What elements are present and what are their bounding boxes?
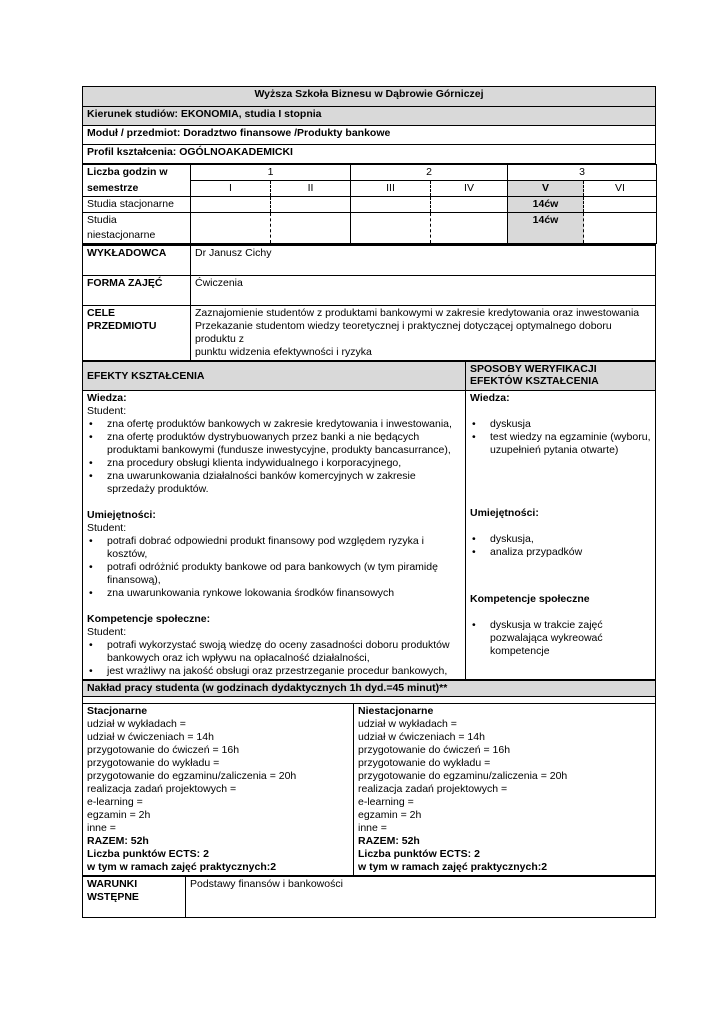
list-item: • zna procedury obsługi klienta indywidualnego i korporacyjnego, — [87, 457, 461, 470]
class-form-label: FORMA ZAJĘĆ — [83, 276, 191, 306]
workload-line: realizacja zadań projektowych = — [358, 783, 508, 795]
lecturer-label: WYKŁADOWCA — [83, 245, 191, 276]
prerequisites-label — [83, 877, 186, 918]
workload-line: egzamin = 2h — [87, 809, 151, 821]
part-time-total: RAZEM: 52h — [358, 835, 420, 847]
prerequisites-label-2: WSTĘPNE — [87, 891, 139, 903]
skills-list — [87, 535, 461, 600]
workload-line: udział w wykładach = — [358, 718, 457, 730]
workload-line: przygotowanie do wykładu = — [358, 757, 491, 769]
part-time-title: Niestacjonarne — [358, 705, 434, 717]
list-item: • zna uwarunkowania działalności banków komercyjnych w zakresie sprzedaży produktów. — [87, 470, 461, 496]
workload-table — [82, 680, 656, 876]
list-item: • zna uwarunkowania rynkowe lokowania środków finansowych — [87, 587, 461, 600]
workload-line: e-learning = — [358, 796, 414, 808]
outcomes-column — [83, 391, 466, 680]
outcomes-table — [82, 361, 656, 680]
list-item: • zna ofertę produktów bankowych w zakresie kredytowania i inwestowania, — [87, 418, 461, 431]
workload-line: udział w ćwiczeniach = 14h — [358, 731, 485, 743]
objective-line: Zaznajomienie studentów z produktami bankowymi w zakresie kredytowania oraz inwestowania — [195, 307, 640, 319]
verification-column — [466, 391, 656, 680]
semester-1: I — [191, 181, 271, 197]
competences-title: Kompetencje społeczne: — [87, 613, 211, 625]
hours-table — [82, 164, 657, 244]
stationary-total: RAZEM: 52h — [87, 835, 149, 847]
workload-line: e-learning = — [87, 796, 143, 808]
semester-4: IV — [431, 181, 508, 197]
hours-cell: 14ćw — [508, 197, 584, 213]
list-item: • test wiedzy na egzaminie (wyboru, uzupełnień pytania otwarte) — [470, 431, 651, 457]
knowledge-list — [87, 418, 461, 496]
hours-row-stationary — [83, 197, 657, 213]
field-of-study: Kierunek studiów: EKONOMIA, studia I stopnia — [83, 107, 656, 126]
hours-cell: 14ćw — [508, 213, 584, 244]
semester-6: VI — [584, 181, 657, 197]
list-item: • dyskusja, — [470, 533, 651, 546]
info-table — [82, 244, 656, 361]
prerequisites-value: Podstawy finansów i bankowości — [186, 877, 656, 918]
part-time-practical: w tym w ramach zajęć praktycznych:2 — [358, 861, 548, 873]
verification-competences-title: Kompetencje społeczne — [470, 593, 590, 605]
hours-cell — [584, 197, 657, 213]
workload-line: przygotowanie do egzaminu/zaliczenia = 20h — [358, 770, 568, 782]
semester-2: II — [271, 181, 351, 197]
hours-row-label: Studia stacjonarne — [83, 197, 191, 213]
hours-label-1: Liczba godzin w — [83, 165, 191, 181]
hours-cell — [271, 213, 351, 244]
hours-cell — [191, 213, 271, 244]
workload-line: inne = — [87, 822, 116, 834]
stationary-title: Stacjonarne — [87, 705, 148, 717]
verification-competences-list — [470, 619, 651, 658]
verification-knowledge-list — [470, 418, 651, 457]
workload-part-time — [354, 704, 656, 876]
student-label: Student: — [87, 522, 127, 534]
year-2: 2 — [351, 165, 508, 181]
verification-skills-title: Umiejętności: — [470, 507, 539, 519]
verification-knowledge-title: Wiedza: — [470, 392, 510, 404]
hours-cell — [431, 213, 508, 244]
education-profile: Profil kształcenia: OGÓLNOAKADEMICKI — [83, 145, 656, 164]
hours-cell — [271, 197, 351, 213]
skills-title: Umiejętności: — [87, 509, 156, 521]
workload-stationary — [83, 704, 354, 876]
workload-line: przygotowanie do wykładu = — [87, 757, 220, 769]
verification-skills-list — [470, 533, 651, 559]
workload-line: przygotowanie do ćwiczeń = 16h — [87, 744, 240, 756]
hours-row-part-time — [83, 213, 657, 244]
course-syllabus — [82, 86, 656, 918]
hours-row-label: Studia niestacjonarne — [83, 213, 191, 244]
list-item: • dyskusja w trakcie zajęć pozwalająca wykreować kompetencje — [470, 619, 621, 658]
list-item: • analiza przypadków — [470, 546, 651, 559]
list-item: • potrafi odróżnić produkty bankowe od para bankowych (w tym piramidę finansową), — [87, 561, 461, 587]
objectives-label: CELE PRZEDMIOTU — [83, 306, 191, 361]
workload-line: udział w ćwiczeniach = 14h — [87, 731, 214, 743]
stationary-ects: Liczba punktów ECTS: 2 — [87, 848, 209, 860]
header-table — [82, 86, 656, 164]
list-item: • potrafi wykorzystać swoją wiedzę do oceny zasadności doboru produktów bankowych oraz ich wpływu na opłacalność działalności, — [87, 639, 461, 665]
part-time-ects: Liczba punktów ECTS: 2 — [358, 848, 480, 860]
hours-cell — [191, 197, 271, 213]
objectives-value — [191, 306, 656, 361]
year-1: 1 — [191, 165, 351, 181]
verification-header: SPOSOBY WERYFIKACJI EFEKTÓW KSZTAŁCENIA — [466, 362, 656, 391]
workload-line: przygotowanie do ćwiczeń = 16h — [358, 744, 511, 756]
school-name: Wyższa Szkoła Biznesu w Dąbrowie Górniczej — [83, 87, 656, 107]
competences-list — [87, 639, 461, 678]
semester-3: III — [351, 181, 431, 197]
student-label: Student: — [87, 405, 127, 417]
workload-line: inne = — [358, 822, 387, 834]
objective-line: Przekazanie studentom wiedzy teoretycznej i praktycznej dotyczącej optymalnego doboru produktu z — [195, 320, 612, 345]
list-item: • dyskusja — [470, 418, 651, 431]
module-subject: Moduł / przedmiot: Doradztwo finansowe /Produkty bankowe — [83, 126, 656, 145]
hours-cell — [584, 213, 657, 244]
prerequisites-table — [82, 876, 656, 918]
hours-label-2: semestrze — [83, 181, 191, 197]
outcomes-header: EFEKTY KSZTAŁCENIA — [83, 362, 466, 391]
hours-cell — [351, 213, 431, 244]
student-label: Student: — [87, 626, 127, 638]
stationary-practical: w tym w ramach zajęć praktycznych:2 — [87, 861, 277, 873]
workload-title: Nakład pracy studenta (w godzinach dydaktycznych 1h dyd.=45 minut)** — [83, 681, 656, 697]
hours-cell — [431, 197, 508, 213]
workload-line: udział w wykładach = — [87, 718, 186, 730]
list-item: • jest wrażliwy na jakość obsługi oraz przestrzeganie procedur bankowych, — [87, 665, 461, 678]
workload-line: przygotowanie do egzaminu/zaliczenia = 20h — [87, 770, 297, 782]
objective-line: punktu widzenia efektywności i ryzyka — [195, 346, 372, 358]
list-item: • potrafi dobrać odpowiedni produkt finansowy pod względem ryzyka i kosztów, — [87, 535, 461, 561]
list-item: • zna ofertę produktów dystrybuowanych przez banki a nie będących produktami bankowymi (fundusze inwestycyjne, produkty bancasurrance), — [87, 431, 461, 457]
hours-cell — [351, 197, 431, 213]
class-form-value: Ćwiczenia — [191, 276, 656, 306]
knowledge-title: Wiedza: — [87, 392, 127, 404]
workload-line: realizacja zadań projektowych = — [87, 783, 237, 795]
prerequisites-label-1: WARUNKI — [87, 878, 138, 890]
workload-line: egzamin = 2h — [358, 809, 422, 821]
lecturer-value: Dr Janusz Cichy — [191, 245, 656, 276]
year-3: 3 — [508, 165, 657, 181]
semester-5: V — [508, 181, 584, 197]
